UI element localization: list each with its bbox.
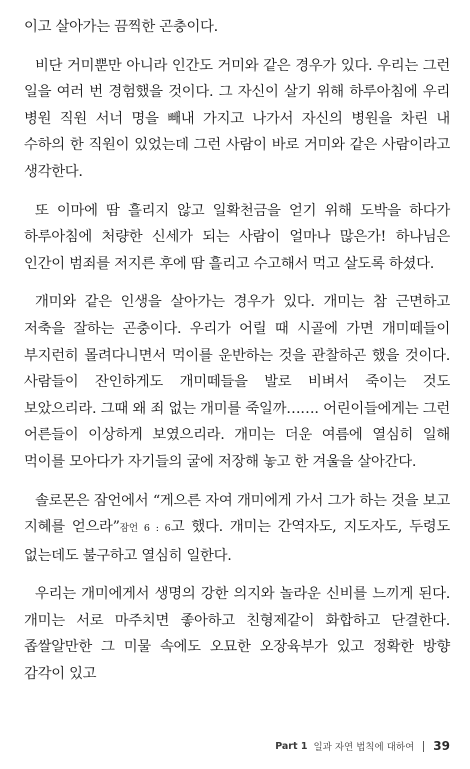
page-footer	[275, 739, 450, 753]
page-body	[24, 14, 450, 700]
paragraph-last: 우리는 개미에게서 생명의 강한 의지와 놀라운 신비를 느끼게 된다. 개미는 서로 마주치면 좋아하고 친형제같이 화합하고 단결한다. 좁쌀알만한 그 미물 속에도 오묘한 오장육부가 있고 정확한 방향 감각이 있고	[24, 586, 450, 683]
paragraph-3: 또 이마에 땀 흘리지 않고 일확천금을 얻기 위해 도박을 하다가 하루아침에 처량한 신세가 되는 사람이 얼마나 많은가! 하나님은 인간이 범죄를 저지른 후에 땀 흘리고 수고해서 먹고 살도록 하셨다.	[24, 202, 450, 272]
footer-part-label: Part 1	[275, 740, 308, 752]
quote-text: 솔로몬은 잠언에서 “게으른 자여 개미에게 가서 그가 하는 것을 보고 지혜를 얻으라”	[24, 492, 450, 536]
footer-section-title: 일과 자연 법칙에 대하여	[313, 742, 415, 753]
quote-after-text: 고 했다. 개미는 간역자도, 지도자도, 두령도 없는데도 불구하고 열심히 일한다.	[24, 519, 450, 564]
page-number: 39	[433, 739, 450, 753]
bible-reference: 잠언 6 : 6	[119, 523, 171, 535]
paragraph-2: 비단 거미뿐만 아니라 인간도 거미와 같은 경우가 있다. 우리는 그런 일을 여러 번 경험했을 것이다. 그 자신이 살기 위해 하루아침에 우리 병원 직원 서너 명을 빼내 가지고 나가서 자신의 병원을 차린 내 수하의 한 직원이 있었는데 그런 사람이 바로 거미와 같은 사람이라고 생각한다.	[24, 57, 450, 180]
paragraph-4: 개미와 같은 인생을 살아가는 경우가 있다. 개미는 참 근면하고 저축을 잘하는 곤충이다. 우리가 어릴 때 시골에 가면 개미떼들이 부지런히 몰려다니면서 먹이를 운반하는 것을 관찰하곤 했을 것이다. 사람들이 잔인하게도 개미떼들을 발로 비벼서 죽이는 것도 보았으리라. 그때 왜 죄 없는 개미를 죽일까……. 어린이들에게는 그런 어른들이 이상하게 보였으리라. 개미는 더운 여름에 열심히 일해 먹이를 모아다가 자기들의 굴에 저장해 놓고 한 겨울을 살아간다.	[24, 294, 450, 470]
footer-divider	[423, 741, 424, 752]
paragraph-1: 이고 살아가는 끔찍한 곤충이다.	[24, 19, 218, 35]
paragraph-quote	[24, 488, 450, 570]
